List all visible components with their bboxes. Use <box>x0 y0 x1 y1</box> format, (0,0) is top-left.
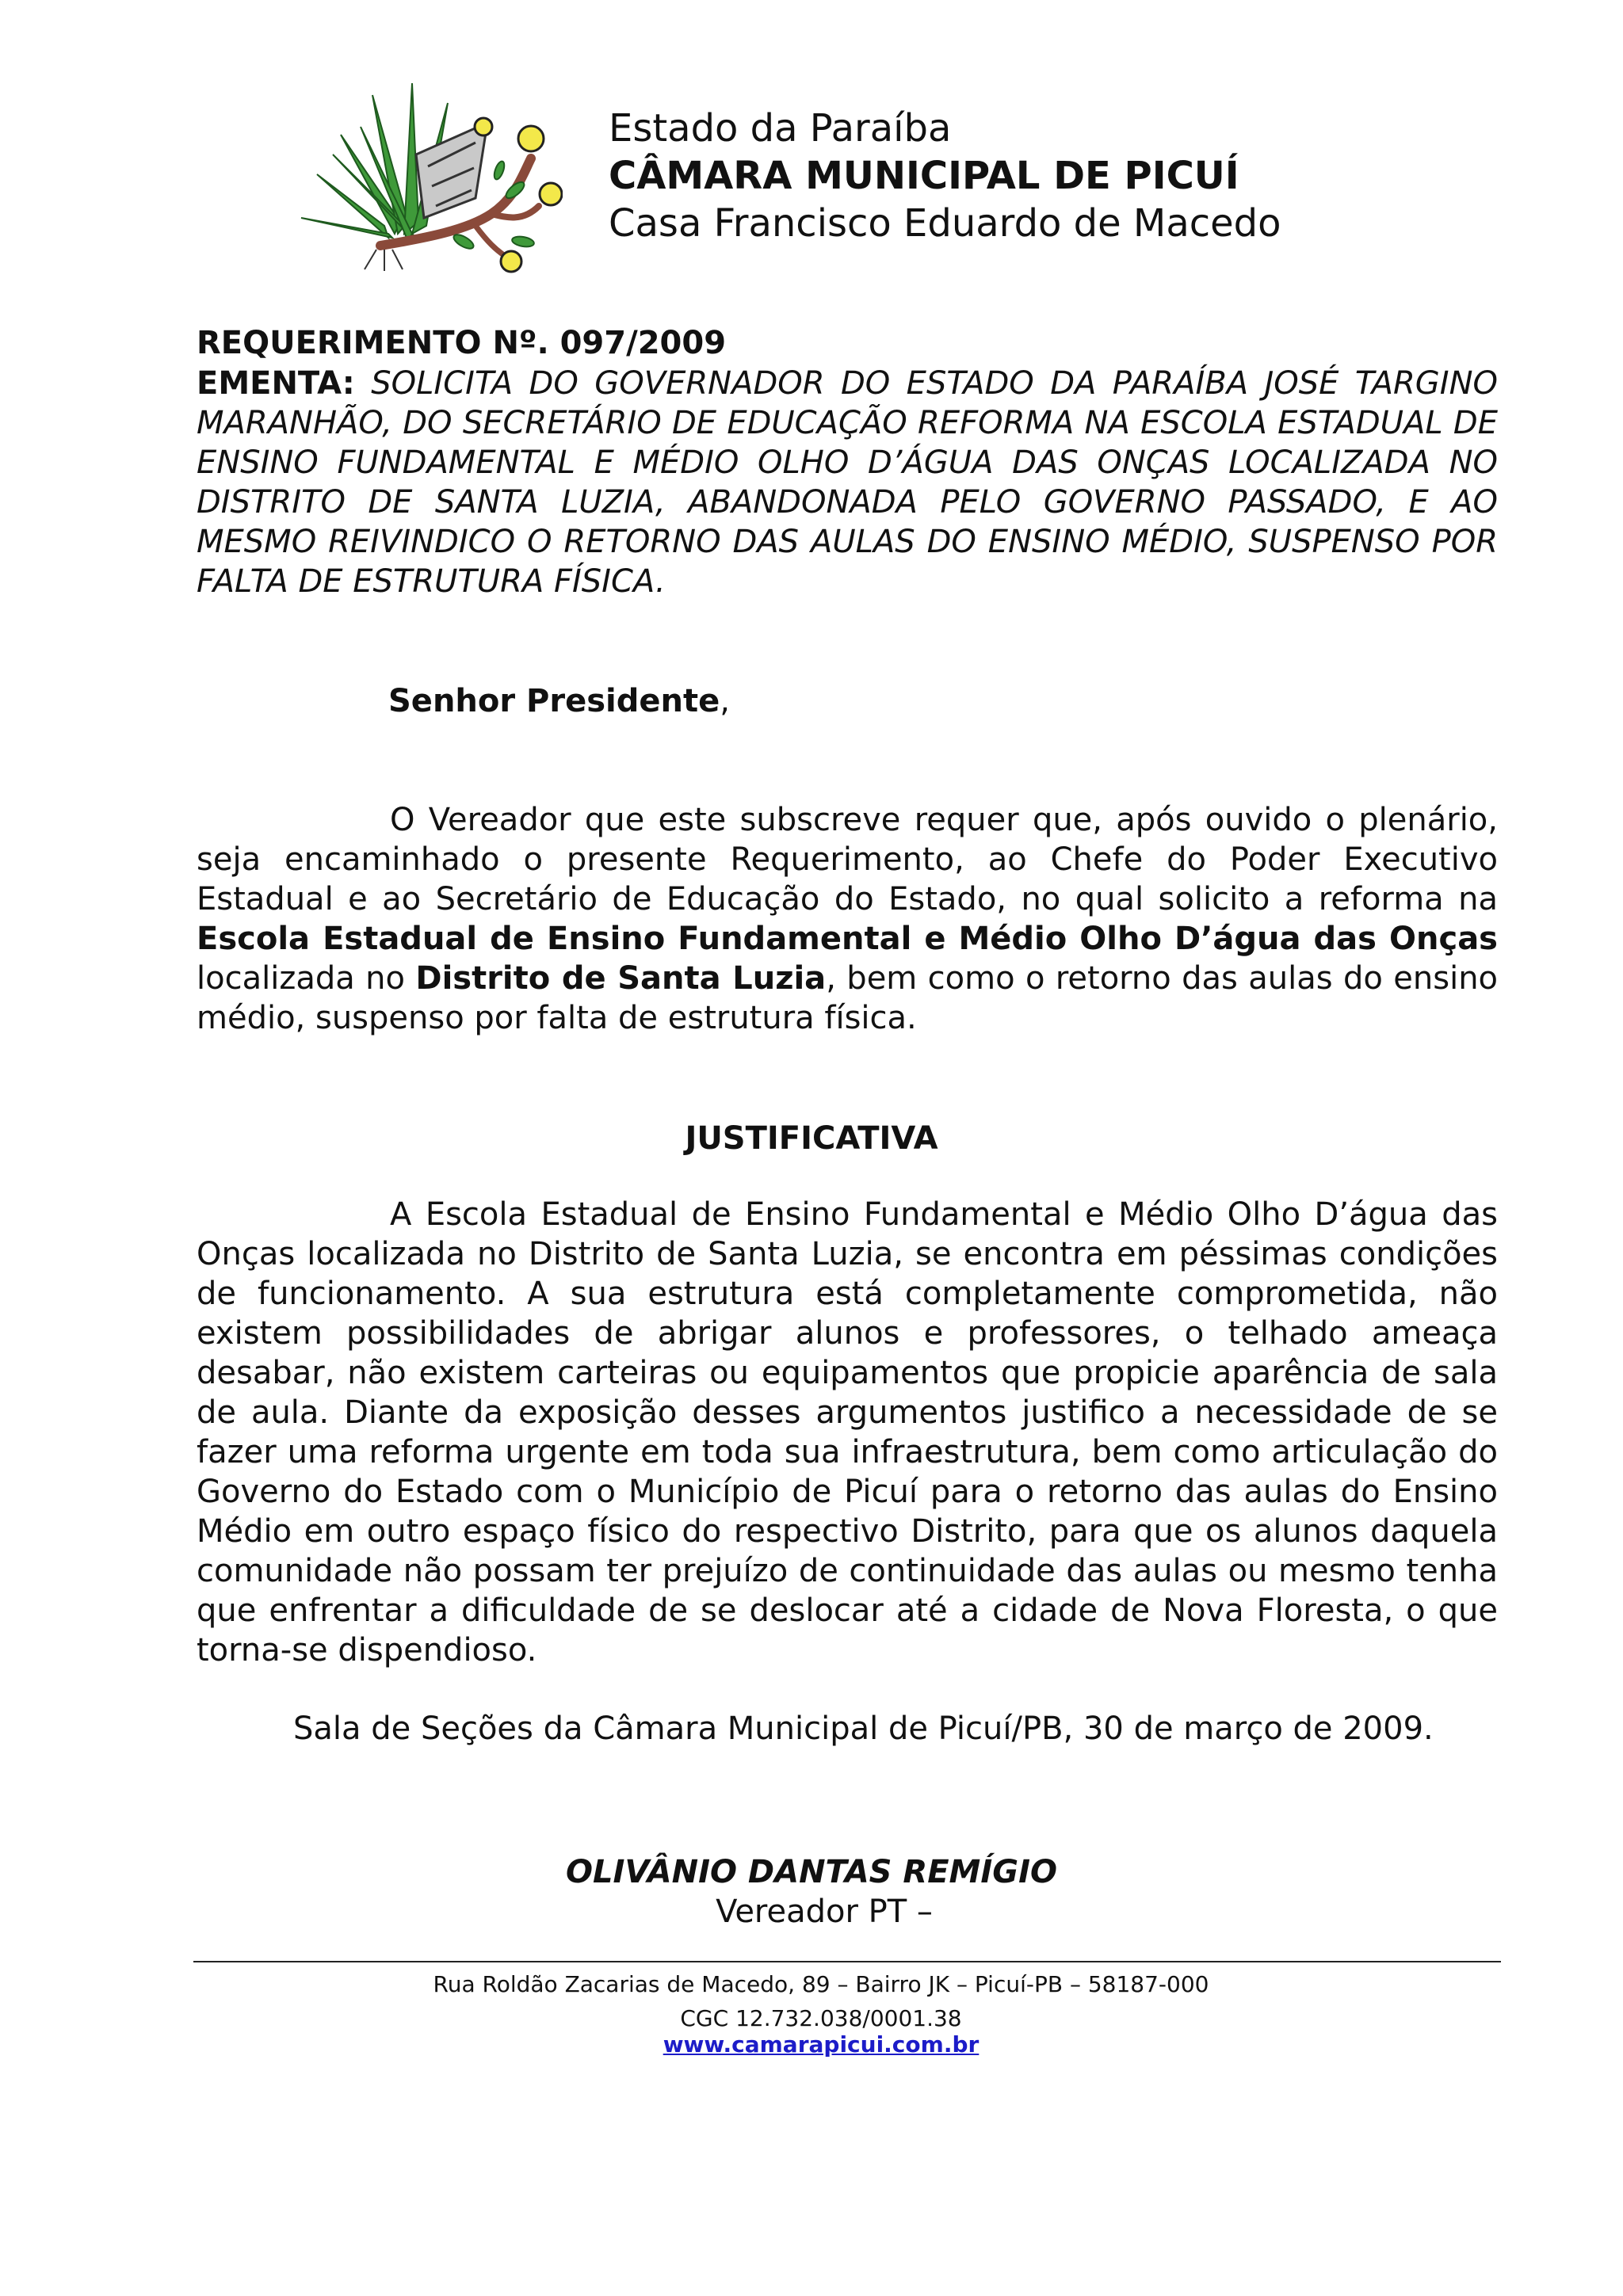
request-text-1: O Vereador que este subscreve requer que, após ouvido o plenário, seja encaminhado o presente Requerimento, ao Chefe do Poder Executivo Estadual e ao Secretário de Educação do Estado, no qual solicito a reforma na <box>197 802 1498 917</box>
date-line: Sala de Seções da Câmara Municipal de Picuí/PB, 30 de março de 2009. <box>293 1711 1434 1747</box>
signatory-role: Vereador PT – <box>716 1894 933 1930</box>
ementa <box>197 364 1498 601</box>
request-school-name: Escola Estadual de Ensino Fundamental e Médio Olho D’água das Onças <box>197 921 1498 957</box>
justification-text: A Escola Estadual de Ensino Fundamental e Médio Olho D’água das Onças localizada no Distrito de Santa Luzia, se encontra em péssimas condições de funcionamento. A sua estrutura está completamente comprometida, não existem possibilidades de abrigar alunos e professores, o telhado ameaça desabar, não existem carteiras ou equipamentos que propicie aparência de sala de aula. Diante da exposição desses argumentos justifico a necessidade de se fazer uma reforma urgente em toda sua infraestrutura, bem como articulação do Governo do Estado com o Município de Picuí para o retorno das aulas do Ensino Médio em outro espaço físico do respectivo Distrito, para que os alunos daquela comunidade não possam ter prejuízo de continuidade das aulas ou mesmo tenha que enfrentar a dificuldade de se deslocar até a cidade de Nova Floresta, o que torna-se dispendioso. <box>197 1196 1498 1669</box>
ementa-label: EMENTA: <box>197 365 355 402</box>
website-link[interactable]: www.camarapicui.com.br <box>663 2031 980 2058</box>
state-name: Estado da Paraíba <box>609 106 952 151</box>
request-text-3: , bem como o retorno das aulas do ensino médio, suspenso por falta de estrutura física. <box>197 960 1499 1036</box>
signatory-name: OLIVÂNIO DANTAS REMÍGIO <box>566 1854 1057 1890</box>
letterhead <box>609 105 1281 247</box>
request-text-2: localizada no <box>197 960 416 997</box>
ementa-text: SOLICITA DO GOVERNADOR DO ESTADO DA PARAÍBA JOSÉ TARGINO MARANHÃO, DO SECRETÁRIO DE EDUCAÇÃO REFORMA NA ESCOLA ESTADUAL DE ENSINO FUNDAMENTAL E MÉDIO OLHO D’ÁGUA DAS ONÇAS LOCALIZADA NO DISTRITO DE SANTA LUZIA, ABANDONADA PELO GOVERNO PASSADO, E AO MESMO REIVINDICO O RETORNO DAS AULAS DO ENSINO MÉDIO, SUSPENSO POR FALTA DE ESTRUTURA FÍSICA. <box>197 365 1499 600</box>
house-name: Casa Francisco Eduardo de Macedo <box>609 201 1281 246</box>
chamber-name: CÂMARA MUNICIPAL DE PICUÍ <box>609 154 1239 198</box>
footer-address: Rua Roldão Zacarias de Macedo, 89 – Bairro JK – Picuí-PB – 58187-000 <box>433 1971 1209 1997</box>
request-paragraph <box>197 800 1498 1038</box>
footer-cgc: CGC 12.732.038/0001.38 <box>680 2005 962 2031</box>
footer-website <box>0 2031 1623 2059</box>
chamber-logo-emblem <box>285 79 563 273</box>
salutation-punct: , <box>720 683 730 719</box>
footer-divider <box>193 1961 1501 1962</box>
justification-paragraph <box>197 1195 1498 1670</box>
request-title: REQUERIMENTO Nº. 097/2009 <box>197 325 727 361</box>
salutation <box>388 681 730 721</box>
justification-heading: JUSTIFICATIVA <box>685 1120 938 1157</box>
salutation-text: Senhor Presidente <box>388 683 720 719</box>
request-district-name: Distrito de Santa Luzia <box>415 960 827 997</box>
